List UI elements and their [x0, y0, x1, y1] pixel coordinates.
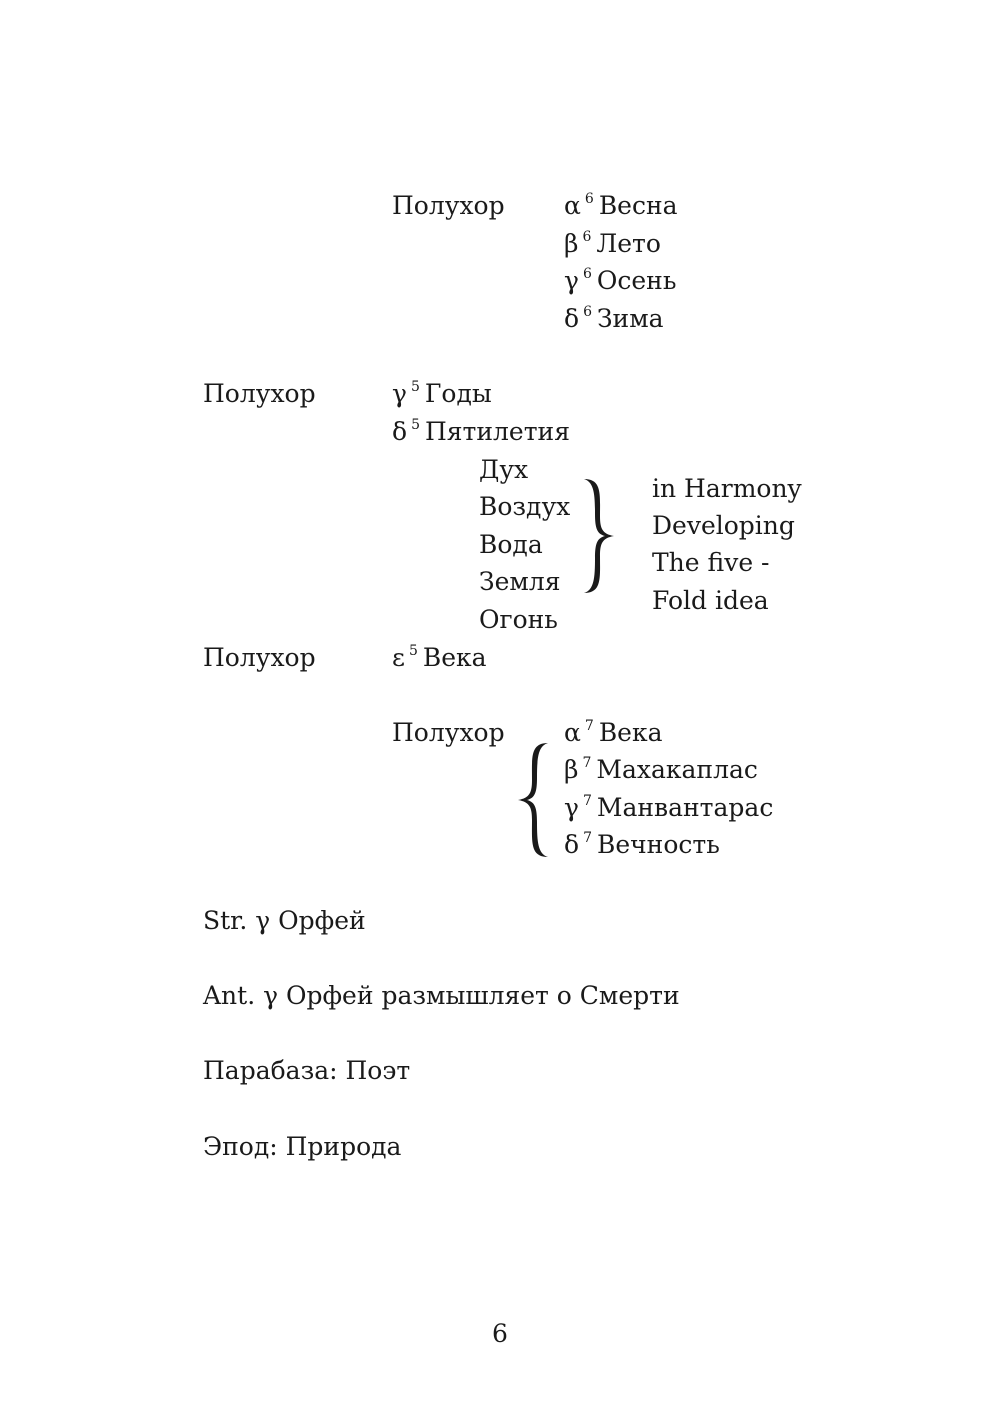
entry-4-gamma: [564, 793, 773, 827]
entry-text: Манвантарас: [596, 793, 774, 822]
entry-text: Пятилетия: [424, 417, 570, 446]
superscript: 5: [408, 643, 418, 659]
greek-letter: δ: [392, 417, 408, 446]
entry-text: Осень: [596, 266, 677, 295]
greek-letter: α: [564, 718, 581, 747]
element-water: Вода: [479, 530, 543, 559]
entry-text: Годы: [424, 379, 492, 408]
semichorus-label-4: Полухор: [392, 718, 505, 747]
superscript: 6: [582, 266, 592, 282]
entry-text: Вечность: [596, 830, 720, 859]
superscript: 6: [584, 191, 594, 207]
superscript: 5: [410, 379, 420, 395]
superscript: 7: [582, 755, 592, 771]
entry-4-beta: [564, 755, 758, 789]
section-antistrophe: Ant. γ Орфей размышляет о Смерти: [203, 981, 680, 1010]
left-curly-brace: [514, 740, 554, 860]
greek-letter: α: [564, 191, 581, 220]
entry-1-gamma: [564, 266, 676, 300]
element-spirit: Дух: [479, 455, 529, 484]
element-earth: Земля: [479, 567, 561, 596]
greek-letter: γ: [564, 266, 579, 295]
greek-letter: γ: [392, 379, 407, 408]
entry-1-delta: [564, 304, 664, 338]
section-strophe: Str. γ Орфей: [203, 906, 366, 935]
semichorus-label-3: Полухор: [203, 643, 316, 672]
superscript: 7: [582, 793, 592, 809]
right-curly-brace: [578, 476, 618, 596]
section-epode: Эпод: Природа: [203, 1132, 402, 1161]
entry-text: Лето: [596, 229, 661, 258]
element-air: Воздух: [479, 492, 571, 521]
section-parabasis: Парабаза: Поэт: [203, 1056, 411, 1085]
greek-letter: ε: [392, 643, 405, 672]
superscript: 6: [582, 229, 592, 245]
semichorus-label-1: Полухор: [392, 191, 505, 220]
superscript: 6: [583, 304, 592, 320]
entry-text: Зима: [596, 304, 664, 333]
element-fire: Огонь: [479, 605, 558, 634]
superscript: 5: [411, 417, 420, 433]
harmony-line-4: Fold idea: [652, 586, 769, 615]
greek-letter: δ: [564, 304, 580, 333]
entry-1-alpha: [564, 191, 678, 225]
harmony-line-3: The five -: [652, 548, 770, 577]
entry-text: Века: [598, 718, 663, 747]
entry-3-epsilon: [392, 643, 487, 677]
greek-letter: δ: [564, 830, 580, 859]
harmony-line-2: Developing: [652, 511, 795, 540]
greek-letter: β: [564, 755, 579, 784]
entry-text: Махакаплас: [596, 755, 758, 784]
semichorus-label-2: Полухор: [203, 379, 316, 408]
harmony-line-1: in Harmony: [652, 474, 802, 503]
page-number: 6: [492, 1319, 508, 1348]
superscript: 7: [583, 830, 592, 846]
greek-letter: γ: [564, 793, 579, 822]
entry-4-alpha: [564, 718, 663, 752]
entry-4-delta: [564, 830, 720, 864]
entry-2-delta: [392, 417, 570, 451]
entry-1-beta: [564, 229, 661, 263]
entry-text: Весна: [598, 191, 678, 220]
entry-2-gamma: [392, 379, 492, 413]
greek-letter: β: [564, 229, 579, 258]
superscript: 7: [584, 718, 594, 734]
entry-text: Века: [422, 643, 487, 672]
